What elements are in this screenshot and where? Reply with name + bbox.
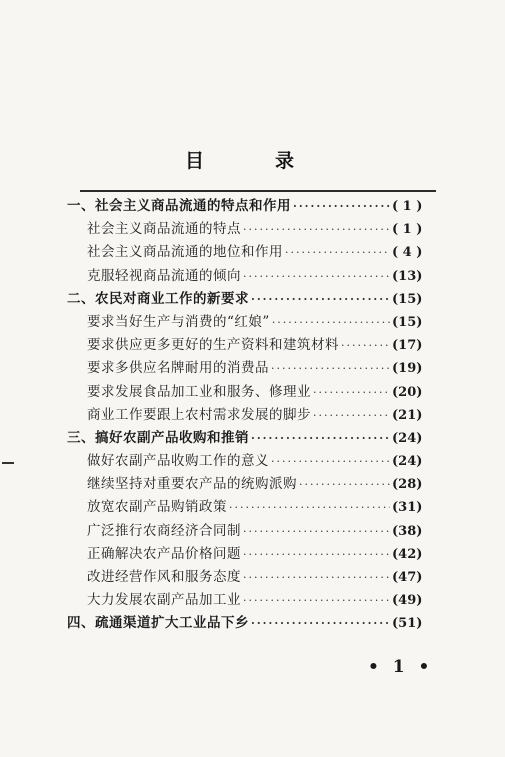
toc-entry-label: 大力发展农副产品加工业 <box>87 592 241 609</box>
toc-entry-page: ( 4 ) <box>392 245 423 261</box>
toc-section-entry <box>0 265 505 288</box>
toc-section-entry <box>0 404 505 427</box>
toc-section-entry <box>0 357 505 380</box>
toc-section-entry <box>0 218 505 241</box>
toc-entry-label: 要求供应更多更好的生产资料和建筑材料 <box>87 337 339 354</box>
toc-leader-dots <box>272 311 390 334</box>
toc-entry-page: ( 1 ) <box>392 199 423 214</box>
toc-leader-dots <box>285 241 390 264</box>
toc-chapter-entry <box>0 288 505 311</box>
toc-entry-label: 社会主义商品流通的特点 <box>87 221 241 238</box>
toc-entry-page: (17) <box>392 338 423 354</box>
toc-leader-dots <box>243 218 390 241</box>
toc-entry-label: 克服轻视商品流通的倾向 <box>87 267 241 284</box>
toc-entry-label: 继续坚持对重要农产品的统购派购 <box>87 476 297 493</box>
toc-section-entry <box>0 589 505 612</box>
toc-entry-page: (51) <box>392 616 423 632</box>
toc-entry-page: (19) <box>392 361 423 377</box>
toc-entry-page: (20) <box>392 384 423 400</box>
title-underline <box>80 190 436 192</box>
toc-leader-dots <box>341 334 390 357</box>
toc-section-entry <box>0 241 505 264</box>
toc-entry-page: (13) <box>392 268 423 284</box>
toc-section-entry <box>0 334 505 357</box>
toc-leader-dots <box>313 404 390 427</box>
toc-leader-dots <box>271 357 390 380</box>
toc-entry-label: 四、疏通渠道扩大工业品下乡 <box>67 615 249 632</box>
toc-leader-dots <box>229 496 390 519</box>
toc-entry-label: 要求发展食品加工业和服务、修理业 <box>87 383 311 400</box>
toc-leader-dots <box>251 612 390 635</box>
toc-entry-page: (31) <box>392 500 423 516</box>
toc-entry-page: (28) <box>392 477 423 493</box>
toc-entry-label: 做好农副产品收购工作的意义 <box>87 453 269 470</box>
toc-section-entry <box>0 566 505 589</box>
toc-leader-dots <box>243 566 390 589</box>
toc-leader-dots <box>293 195 390 218</box>
toc-entry-page: (47) <box>392 570 423 585</box>
toc-section-entry <box>0 543 505 566</box>
toc-entry-page: (42) <box>392 546 423 562</box>
toc-leader-dots <box>299 473 390 496</box>
toc-section-entry <box>0 520 505 543</box>
toc-leader-dots <box>251 427 390 450</box>
toc-entry-page: (38) <box>392 523 423 539</box>
toc-entry-label: 改进经营作风和服务态度 <box>87 569 241 585</box>
toc-section-entry <box>0 473 505 496</box>
table-of-contents <box>0 195 505 636</box>
toc-entry-label: 要求多供应名牌耐用的消费品 <box>87 360 269 377</box>
toc-section-entry <box>0 311 505 334</box>
toc-entry-label: 要求当好生产与消费的“红娘” <box>87 313 270 330</box>
toc-chapter-entry <box>0 195 505 218</box>
toc-chapter-entry <box>0 427 505 450</box>
toc-leader-dots <box>243 543 390 566</box>
toc-entry-label: 一、社会主义商品流通的特点和作用 <box>67 198 291 214</box>
toc-entry-label: 三、搞好农副产品收购和推销 <box>67 429 249 446</box>
toc-entry-label: 商业工作要跟上农村需求发展的脚步 <box>87 406 311 423</box>
toc-entry-page: (15) <box>392 314 423 330</box>
toc-section-entry <box>0 381 505 404</box>
toc-entry-label: 广泛推行农商经济合同制 <box>87 522 241 539</box>
toc-entry-label: 二、农民对商业工作的新要求 <box>67 290 249 307</box>
toc-entry-page: (21) <box>392 407 423 423</box>
toc-entry-label: 放宽农副产品购销政策 <box>87 499 227 516</box>
toc-entry-label: 正确解决农产品价格问题 <box>87 545 241 562</box>
toc-leader-dots <box>243 265 390 288</box>
toc-entry-page: (15) <box>392 291 423 307</box>
toc-entry-page: ( 1 ) <box>392 222 423 238</box>
toc-leader-dots <box>243 520 390 543</box>
toc-chapter-entry <box>0 612 505 635</box>
page-number: • 1 • <box>368 657 434 677</box>
toc-leader-dots <box>271 450 390 473</box>
toc-leader-dots <box>251 288 390 311</box>
toc-entry-label: 社会主义商品流通的地位和作用 <box>87 244 283 261</box>
toc-section-entry <box>0 496 505 519</box>
toc-leader-dots <box>313 381 390 404</box>
toc-entry-page: (24) <box>392 430 423 446</box>
toc-section-entry <box>0 450 505 473</box>
toc-entry-page: (49) <box>392 593 423 609</box>
page-title: 目 录 <box>184 150 320 172</box>
toc-entry-page: (24) <box>392 454 423 470</box>
toc-leader-dots <box>243 589 390 612</box>
